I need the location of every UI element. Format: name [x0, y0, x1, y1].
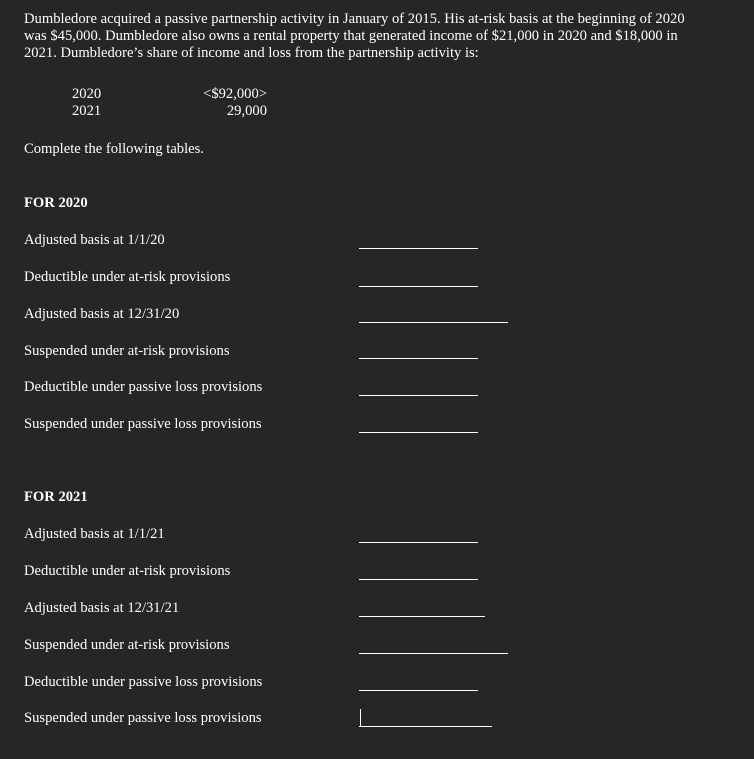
item-label: Adjusted basis at 1/1/20 — [24, 232, 165, 248]
item-label: Deductible under at-risk provisions — [24, 563, 231, 579]
data-year: 2021 — [72, 103, 102, 119]
item-label: Deductible under at-risk provisions — [24, 269, 231, 285]
item-label: Suspended under at-risk provisions — [24, 343, 230, 359]
intro-line-1: Dumbledore acquired a passive partnership activity in January of 2015. His at-risk basis at the beginning of 2020 — [24, 11, 685, 27]
answer-blank[interactable] — [359, 358, 478, 359]
item-label: Adjusted basis at 12/31/21 — [24, 600, 180, 616]
intro-line-3: 2021. Dumbledore’s share of income and loss from the partnership activity is: — [24, 45, 479, 61]
section-heading: FOR 2020 — [24, 195, 88, 211]
answer-blank[interactable] — [359, 542, 478, 543]
item-label: Suspended under at-risk provisions — [24, 637, 230, 653]
data-year: 2020 — [72, 86, 102, 102]
answer-blank[interactable] — [359, 322, 508, 323]
answer-blank[interactable] — [359, 653, 508, 654]
answer-field-edge — [360, 709, 361, 726]
section-heading: FOR 2021 — [24, 489, 88, 505]
answer-blank[interactable] — [359, 579, 478, 580]
data-value: 29,000 — [226, 103, 267, 119]
item-label: Suspended under passive loss provisions — [24, 416, 262, 432]
item-label: Deductible under passive loss provisions — [24, 379, 263, 395]
instruction-text: Complete the following tables. — [24, 141, 204, 157]
item-label: Adjusted basis at 12/31/20 — [24, 306, 180, 322]
intro-line-2: was $45,000. Dumbledore also owns a rental property that generated income of $21,000 in 2020 and $18,000 in — [24, 28, 678, 44]
answer-blank[interactable] — [359, 286, 478, 287]
answer-blank[interactable] — [359, 395, 478, 396]
answer-blank[interactable] — [359, 248, 478, 249]
answer-blank[interactable] — [359, 690, 478, 691]
item-label: Suspended under passive loss provisions — [24, 710, 262, 726]
item-label: Adjusted basis at 1/1/21 — [24, 526, 165, 542]
answer-blank[interactable] — [359, 726, 492, 727]
data-row-2020 — [0, 86, 754, 103]
answer-blank[interactable] — [359, 616, 485, 617]
data-value: <$92,000> — [203, 86, 267, 102]
data-row-2021 — [0, 103, 754, 120]
problem-intro — [24, 11, 736, 62]
answer-blank[interactable] — [359, 432, 478, 433]
item-label: Deductible under passive loss provisions — [24, 674, 263, 690]
